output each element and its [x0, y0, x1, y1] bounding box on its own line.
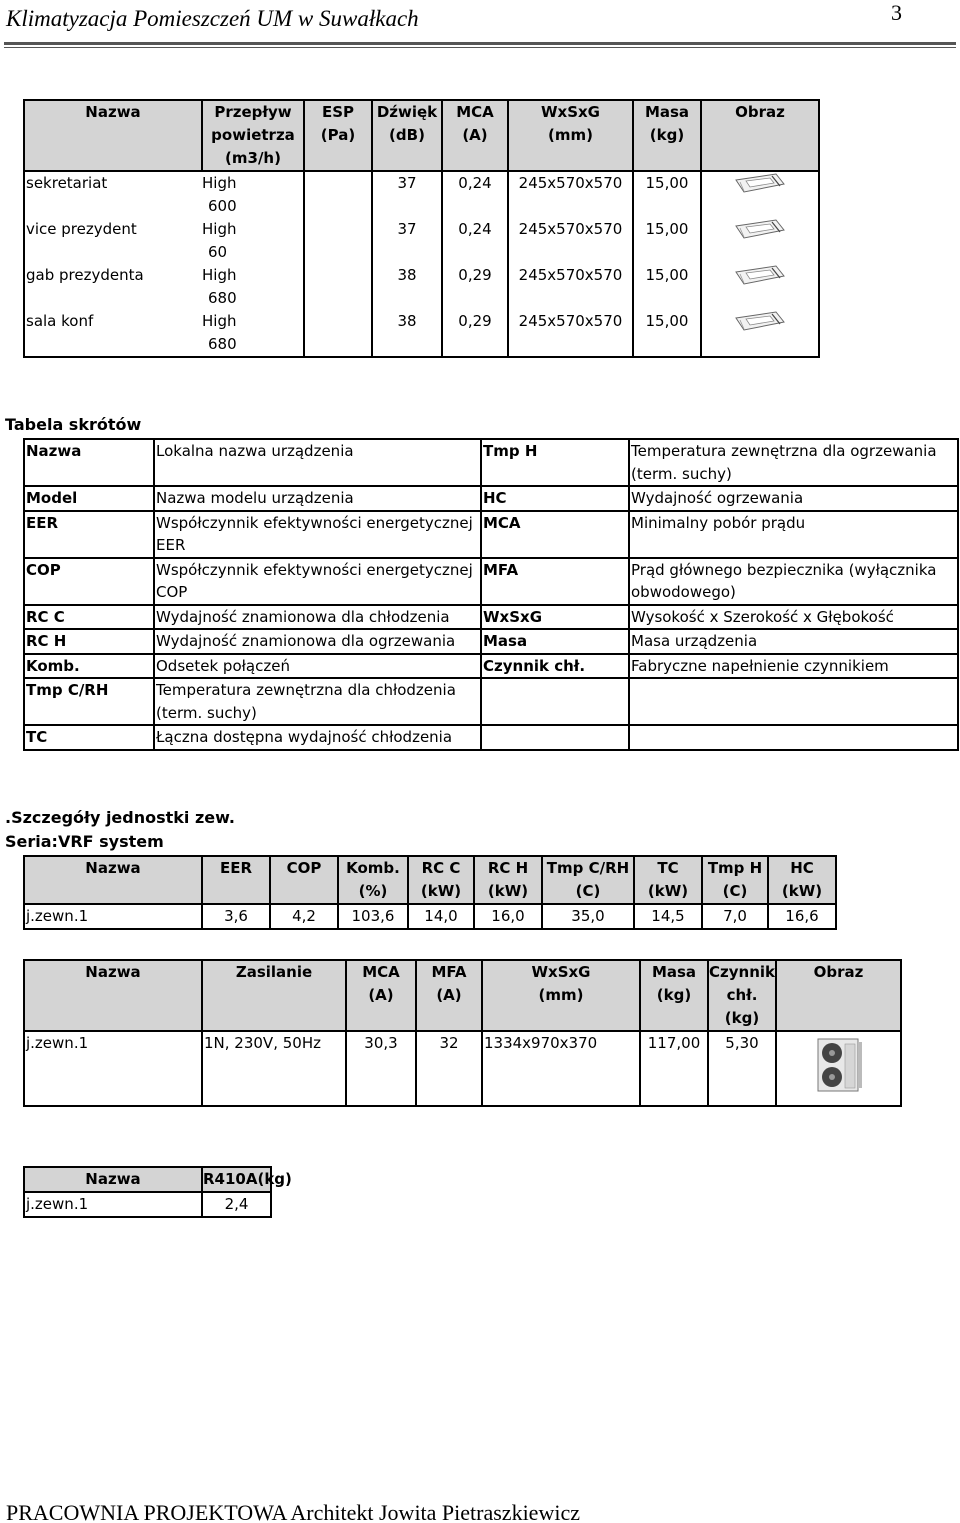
esp-cell [304, 218, 372, 264]
abbrev-value: Temperatura zewnętrzna dla ogrzewania (term. suchy) [629, 439, 958, 486]
abbrev-value: Wydajność znamionowa dla chłodzenia [154, 605, 481, 630]
mca-cell: 30,3 [346, 1031, 416, 1106]
header-cell: R410A(kg) [202, 1167, 271, 1192]
header-cell: TC (kW) [634, 856, 702, 904]
header-cell: Obraz [776, 960, 901, 1031]
sound-cell: 38 [372, 310, 442, 357]
abbrev-value: Łączna dostępna wydajność chłodzenia [154, 725, 481, 750]
table-row [24, 558, 958, 605]
unit-name: sekretariat [24, 171, 202, 218]
abbrev-section-title: Tabela skrótów [5, 415, 142, 434]
abbrev-key: RC H [24, 629, 154, 654]
outdoor-performance-table [23, 855, 837, 930]
abbrev-key [481, 678, 629, 725]
dims-cell: 245x570x570 [508, 264, 633, 310]
image-cell [701, 264, 819, 310]
abbrev-key: MCA [481, 511, 629, 558]
sound-cell: 37 [372, 171, 442, 218]
table-header-row [24, 960, 901, 1031]
abbrev-key: Tmp C/RH [24, 678, 154, 725]
table-row [24, 725, 958, 750]
header-cell: Masa (kg) [633, 100, 701, 171]
abbrev-key: MFA [481, 558, 629, 605]
unit-name: vice prezydent [24, 218, 202, 264]
abbrev-value: Fabryczne napełnienie czynnikiem [629, 654, 958, 679]
abbrev-key: TC [24, 725, 154, 750]
header-cell: Nazwa [24, 1167, 202, 1192]
unit-name: j.zewn.1 [24, 904, 202, 929]
table-header-row [24, 856, 836, 904]
header-cell: WxSxG (mm) [508, 100, 633, 171]
header-cell: Czynnik chł. (kg) [708, 960, 776, 1031]
komb-cell: 103,6 [338, 904, 408, 929]
dims-cell: 245x570x570 [508, 310, 633, 357]
mca-cell: 0,24 [442, 218, 508, 264]
header-divider [4, 42, 956, 48]
dims-cell: 245x570x570 [508, 218, 633, 264]
tmph-cell: 7,0 [702, 904, 768, 929]
abbrev-key: EER [24, 511, 154, 558]
header-cell: Nazwa [24, 960, 202, 1031]
abbrev-key: COP [24, 558, 154, 605]
abbrev-value: Lokalna nazwa urządzenia [154, 439, 481, 486]
outdoor-spec-table [23, 959, 902, 1107]
mass-cell: 15,00 [633, 171, 701, 218]
unit-name: sala konf [24, 310, 202, 357]
header-cell: MCA (A) [346, 960, 416, 1031]
abbreviations-table [23, 438, 959, 751]
mca-cell: 0,24 [442, 171, 508, 218]
mca-cell: 0,29 [442, 264, 508, 310]
table-row [24, 439, 958, 486]
abbrev-value: Współczynnik efektywności energetycznej EER [154, 511, 481, 558]
series-label: Seria:VRF system [5, 832, 164, 851]
abbrev-value [629, 725, 958, 750]
document-header-title: Klimatyzacja Pomieszczeń UM w Suwałkach [6, 6, 419, 31]
page-number: 3 [891, 0, 902, 25]
header-cell: RC C (kW) [408, 856, 474, 904]
header-cell: Dźwięk (dB) [372, 100, 442, 171]
indoor-units-table [23, 99, 820, 358]
abbrev-value: Temperatura zewnętrzna dla chłodzenia (term. suchy) [154, 678, 481, 725]
table-header-row [24, 1167, 271, 1192]
table-row [24, 264, 819, 310]
header-cell: Obraz [701, 100, 819, 171]
table-row [24, 904, 836, 929]
airflow-cell: High 680 [202, 264, 304, 310]
abbrev-value: Wysokość x Szerokość x Głębokość [629, 605, 958, 630]
airflow-cell: High 680 [202, 310, 304, 357]
tc-cell: 14,5 [634, 904, 702, 929]
cassette-unit-icon [734, 172, 786, 194]
table-header-row [24, 100, 819, 171]
header-cell: Komb. (%) [338, 856, 408, 904]
sound-cell: 38 [372, 264, 442, 310]
header-cell: EER [202, 856, 270, 904]
power-cell: 1N, 230V, 50Hz [202, 1031, 346, 1106]
table-row [24, 486, 958, 511]
image-cell [701, 310, 819, 357]
table-row [24, 678, 958, 725]
header-cell: HC (kW) [768, 856, 836, 904]
mass-cell: 15,00 [633, 310, 701, 357]
header-cell: Tmp C/RH (C) [542, 856, 634, 904]
image-cell [776, 1031, 901, 1106]
abbrev-key: RC C [24, 605, 154, 630]
esp-cell [304, 310, 372, 357]
header-cell: Tmp H (C) [702, 856, 768, 904]
cassette-unit-icon [734, 310, 786, 332]
sound-cell: 37 [372, 218, 442, 264]
refrigerant-cell: 5,30 [708, 1031, 776, 1106]
abbrev-value: Współczynnik efektywności energetycznej COP [154, 558, 481, 605]
rch-cell: 16,0 [474, 904, 542, 929]
header-cell: WxSxG (mm) [482, 960, 640, 1031]
header-cell: Przepływ powietrza (m3/h) [202, 100, 304, 171]
header-cell: Zasilanie [202, 960, 346, 1031]
outdoor-unit-icon [814, 1036, 864, 1096]
hc-cell: 16,6 [768, 904, 836, 929]
table-row [24, 218, 819, 264]
abbrev-key: WxSxG [481, 605, 629, 630]
abbrev-key: Czynnik chł. [481, 654, 629, 679]
abbrev-value: Wydajność znamionowa dla ogrzewania [154, 629, 481, 654]
unit-name: gab prezydenta [24, 264, 202, 310]
header-cell: Masa (kg) [640, 960, 708, 1031]
document-footer: PRACOWNIA PROJEKTOWA Architekt Jowita Pietraszkiewicz [6, 1500, 580, 1523]
abbrev-value: Nazwa modelu urządzenia [154, 486, 481, 511]
mfa-cell: 32 [416, 1031, 482, 1106]
mass-cell: 117,00 [640, 1031, 708, 1106]
abbrev-key: Tmp H [481, 439, 629, 486]
abbrev-value [629, 678, 958, 725]
abbrev-key: Model [24, 486, 154, 511]
abbrev-key: HC [481, 486, 629, 511]
airflow-cell: High 60 [202, 218, 304, 264]
abbrev-value: Odsetek połączeń [154, 654, 481, 679]
dims-cell: 1334x970x370 [482, 1031, 640, 1106]
table-row [24, 1192, 271, 1217]
rcc-cell: 14,0 [408, 904, 474, 929]
cassette-unit-icon [734, 264, 786, 286]
esp-cell [304, 171, 372, 218]
airflow-cell: High 600 [202, 171, 304, 218]
table-row [24, 629, 958, 654]
tmpc-cell: 35,0 [542, 904, 634, 929]
mass-cell: 15,00 [633, 218, 701, 264]
table-row [24, 1031, 901, 1106]
header-cell: Nazwa [24, 100, 202, 171]
header-cell: Nazwa [24, 856, 202, 904]
image-cell [701, 171, 819, 218]
cop-cell: 4,2 [270, 904, 338, 929]
header-cell: MFA (A) [416, 960, 482, 1031]
table-row [24, 171, 819, 218]
cassette-unit-icon [734, 218, 786, 240]
dims-cell: 245x570x570 [508, 171, 633, 218]
outdoor-section-title: .Szczegóły jednostki zew. [5, 808, 235, 827]
table-row [24, 310, 819, 357]
abbrev-key [481, 725, 629, 750]
image-cell [701, 218, 819, 264]
abbrev-value: Minimalny pobór prądu [629, 511, 958, 558]
refrigerant-value: 2,4 [202, 1192, 271, 1217]
header-cell: ESP (Pa) [304, 100, 372, 171]
abbrev-key: Komb. [24, 654, 154, 679]
unit-name: j.zewn.1 [24, 1192, 202, 1217]
refrigerant-charge-table [23, 1166, 292, 1218]
mca-cell: 0,29 [442, 310, 508, 357]
header-cell: MCA (A) [442, 100, 508, 171]
eer-cell: 3,6 [202, 904, 270, 929]
abbrev-key: Masa [481, 629, 629, 654]
table-row [24, 511, 958, 558]
abbrev-key: Nazwa [24, 439, 154, 486]
unit-name: j.zewn.1 [24, 1031, 202, 1106]
table-row [24, 654, 958, 679]
table-row [24, 605, 958, 630]
mass-cell: 15,00 [633, 264, 701, 310]
esp-cell [304, 264, 372, 310]
header-cell: RC H (kW) [474, 856, 542, 904]
abbrev-value: Masa urządzenia [629, 629, 958, 654]
abbrev-value: Wydajność ogrzewania [629, 486, 958, 511]
header-cell: COP [270, 856, 338, 904]
abbrev-value: Prąd głównego bezpiecznika (wyłącznika obwodowego) [629, 558, 958, 605]
